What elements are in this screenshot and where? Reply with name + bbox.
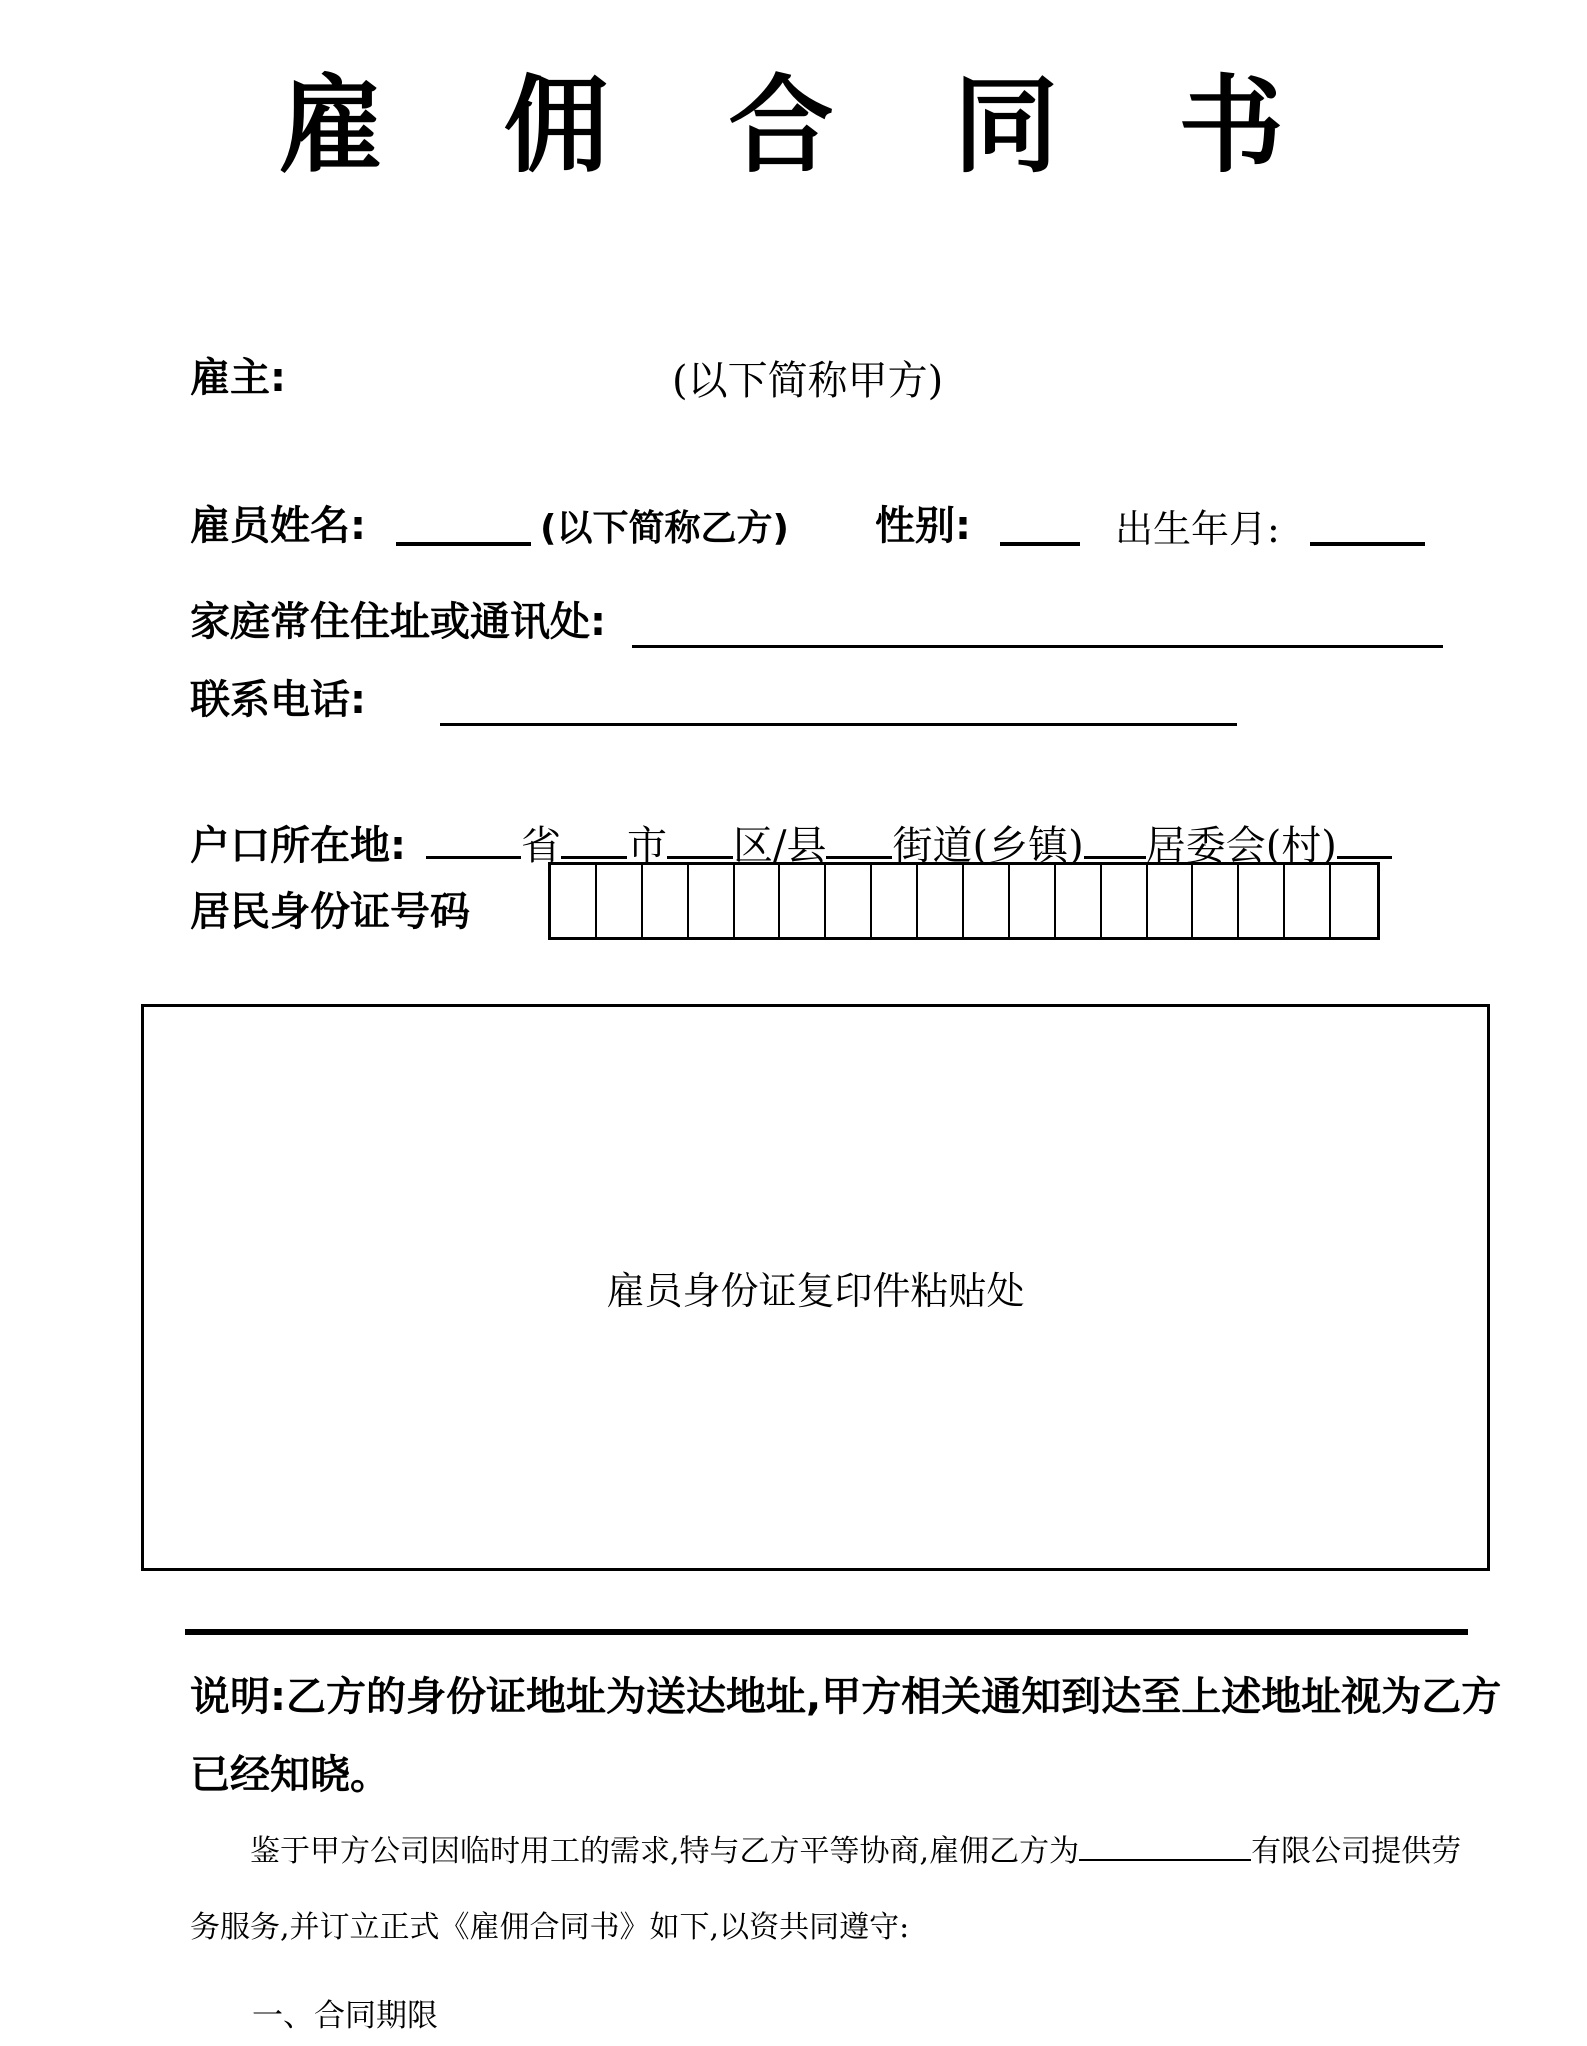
committee-label: 居委会(村) bbox=[1145, 823, 1337, 869]
id-copy-placeholder: 雇员身份证复印件粘贴处 bbox=[606, 1269, 1025, 1313]
employee-name-label: 雇员姓名: bbox=[190, 503, 366, 549]
id-number-label: 居民身份证号码 bbox=[190, 889, 470, 935]
id-digit-cell[interactable] bbox=[643, 865, 689, 937]
id-digit-cell[interactable] bbox=[551, 865, 597, 937]
id-digit-cell[interactable] bbox=[735, 865, 781, 937]
party-a-note: (以下简称甲方) bbox=[672, 358, 944, 404]
hukou-street-blank[interactable] bbox=[826, 817, 892, 859]
id-digit-cell[interactable] bbox=[1056, 865, 1102, 937]
id-number-row bbox=[0, 862, 1587, 944]
party-b-note: (以下简称乙方) bbox=[540, 508, 789, 549]
section-heading-contract-term: 一、合同期限 bbox=[252, 1998, 438, 2034]
hukou-final-blank[interactable] bbox=[1337, 817, 1392, 859]
id-digit-cell[interactable] bbox=[1193, 865, 1239, 937]
id-digit-cell[interactable] bbox=[1148, 865, 1194, 937]
employer-label: 雇主: bbox=[190, 355, 286, 401]
section-divider bbox=[185, 1629, 1468, 1635]
id-digit-cell[interactable] bbox=[1331, 865, 1377, 937]
intro-after-blank: 有限公司提供劳 bbox=[1251, 1834, 1462, 1869]
hukou-district-blank[interactable] bbox=[667, 817, 733, 859]
id-digit-cell[interactable] bbox=[872, 865, 918, 937]
id-digit-cell[interactable] bbox=[918, 865, 964, 937]
intro-paragraph-line-2: 务服务,并订立正式《雇佣合同书》如下,以资共同遵守: bbox=[190, 1910, 910, 1945]
employee-name-blank[interactable] bbox=[396, 494, 531, 546]
id-number-grid bbox=[548, 862, 1380, 940]
gender-label: 性别: bbox=[875, 503, 971, 549]
id-digit-cell[interactable] bbox=[1010, 865, 1056, 937]
birth-date-label: 出生年月: bbox=[1115, 507, 1280, 551]
province-label: 省 bbox=[521, 823, 561, 869]
notice-line-1: 说明:乙方的身份证地址为送达地址,甲方相关通知到达至上述地址视为乙方 bbox=[190, 1674, 1502, 1720]
id-digit-cell[interactable] bbox=[964, 865, 1010, 937]
hukou-label: 户口所在地: bbox=[190, 823, 406, 869]
id-digit-cell[interactable] bbox=[1285, 865, 1331, 937]
district-label: 区/县 bbox=[733, 823, 827, 869]
employee-line bbox=[0, 494, 1587, 556]
gender-blank[interactable] bbox=[1000, 494, 1080, 546]
birth-date-blank[interactable] bbox=[1310, 494, 1425, 546]
address-label: 家庭常住住址或通讯处: bbox=[190, 599, 606, 645]
id-copy-paste-box[interactable] bbox=[141, 1004, 1490, 1571]
notice-paragraph bbox=[190, 1658, 1570, 1818]
id-digit-cell[interactable] bbox=[780, 865, 826, 937]
id-digit-cell[interactable] bbox=[1102, 865, 1148, 937]
id-digit-cell[interactable] bbox=[1239, 865, 1285, 937]
hukou-province-blank[interactable] bbox=[426, 817, 521, 859]
id-digit-cell[interactable] bbox=[689, 865, 735, 937]
notice-line-2: 已经知晓。 bbox=[190, 1752, 390, 1798]
address-blank[interactable] bbox=[632, 590, 1443, 648]
hukou-city-blank[interactable] bbox=[561, 817, 627, 859]
phone-blank[interactable] bbox=[440, 668, 1237, 726]
address-line bbox=[0, 590, 1587, 654]
city-label: 市 bbox=[627, 823, 667, 869]
company-name-blank[interactable] bbox=[1079, 1831, 1251, 1861]
phone-label: 联系电话: bbox=[190, 677, 366, 723]
phone-line bbox=[0, 668, 1587, 732]
intro-paragraph-line-1 bbox=[190, 1826, 1530, 1870]
employer-line bbox=[0, 346, 1587, 402]
intro-before-blank: 鉴于甲方公司因临时用工的需求,特与乙方平等协商,雇佣乙方为 bbox=[250, 1834, 1080, 1869]
id-digit-cell[interactable] bbox=[826, 865, 872, 937]
document-title: 雇佣合同书 bbox=[278, 63, 1404, 187]
hukou-committee-blank[interactable] bbox=[1084, 817, 1146, 859]
id-digit-cell[interactable] bbox=[597, 865, 643, 937]
street-label: 街道(乡镇) bbox=[892, 823, 1084, 869]
